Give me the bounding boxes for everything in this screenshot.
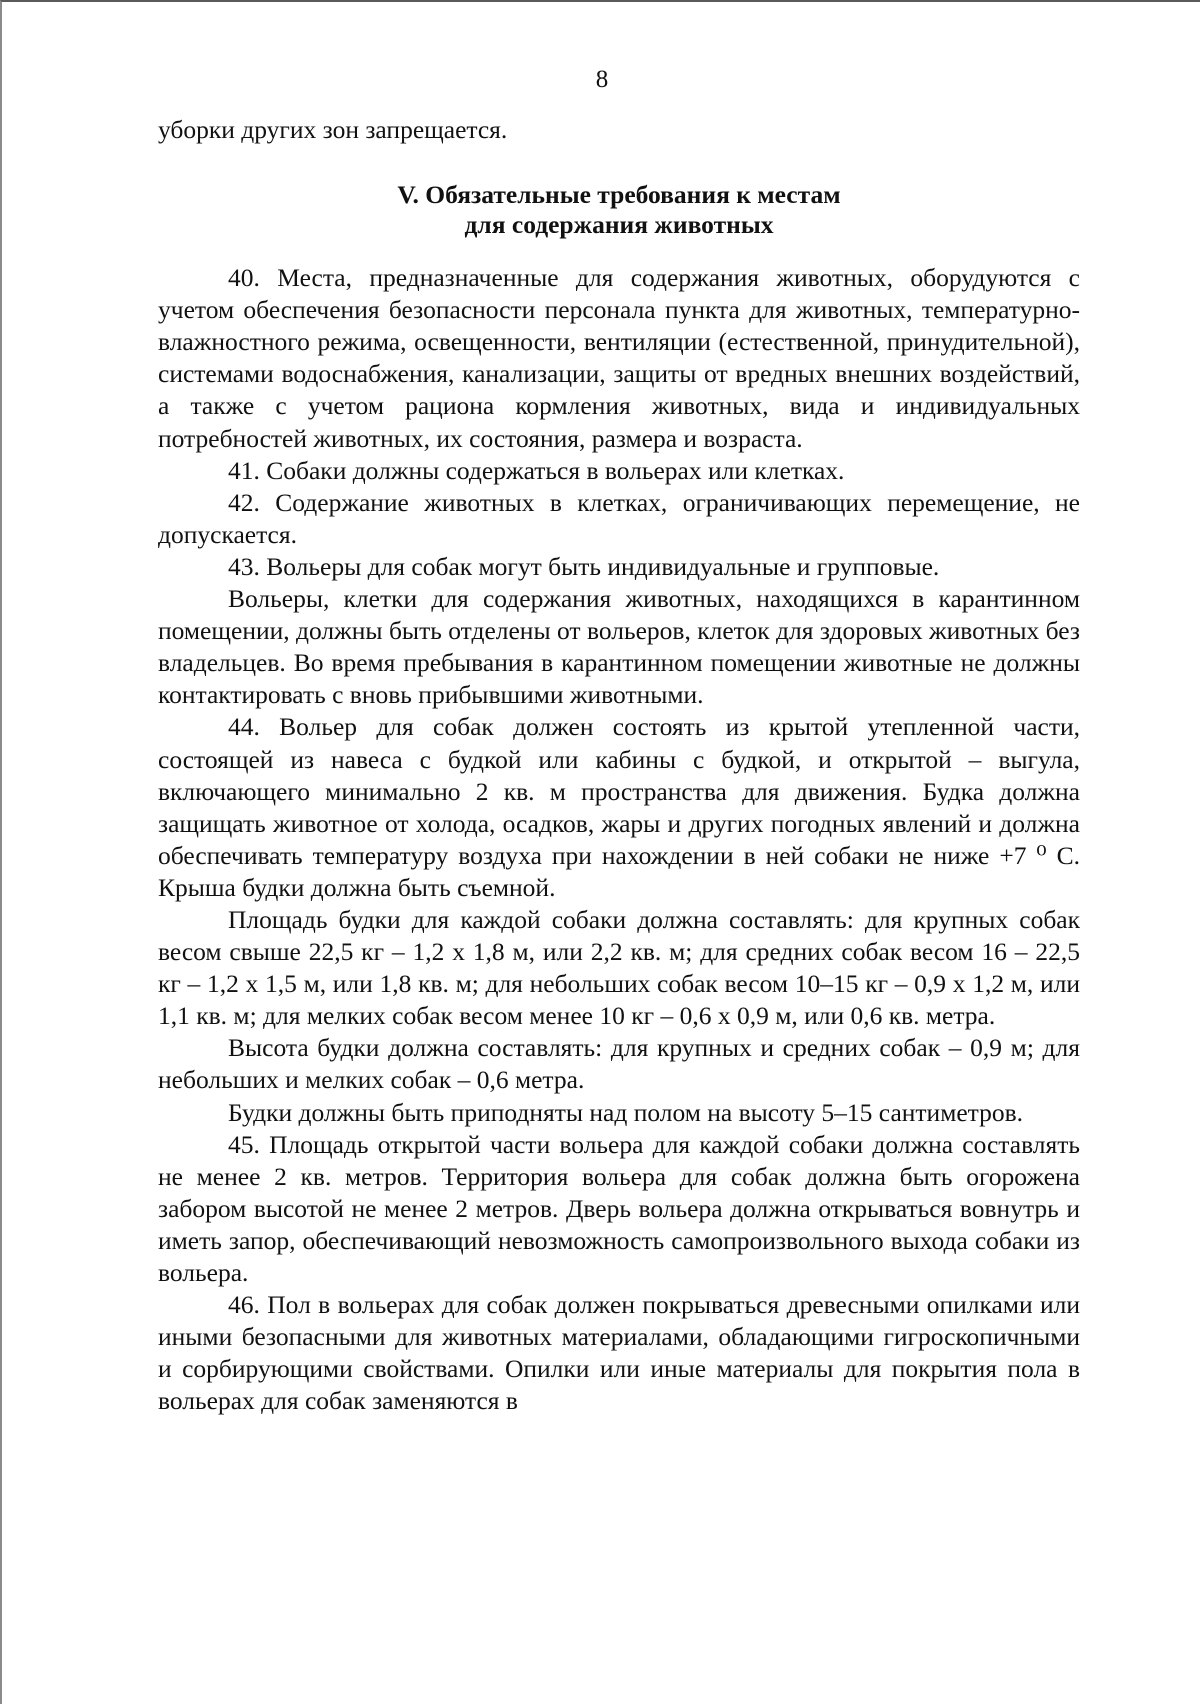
section-heading: [158, 180, 1080, 240]
paragraph-40: 40. Места, предназначенные для содержания животных, оборудуются с учетом обеспечения безопасности персонала пункта для животных, температурно-влажностного режима, освещенности, вентиляции (естественной, принудительной), системами водоснабжения, канализации, защиты от вредных внешних воздействий, а также с учетом рациона кормления животных, вида и индивидуальных потребностей животных, их состояния, размера и возраста.: [158, 263, 1080, 453]
page-number: 8: [595, 66, 609, 93]
paragraph-44-kennel-area: Площадь будки для каждой собаки должна составлять: для крупных собак весом свыше 22,5 кг – 1,2 х 1,8 м, или 2,2 кв. м; для средних собак весом 16 – 22,5 кг – 1,2 х 1,5 м, или 1,8 кв. м; для небольших собак весом 10–15 кг – 0,9 х 1,2 м, или 1,1 кв. м; для мелких собак весом менее 10 кг – 0,6 х 0,9 м, или 0,6 кв. метра.: [158, 904, 1080, 1031]
document-body: [158, 114, 1080, 1417]
paragraph-46: 46. Пол в вольерах для собак должен покрываться древесными опилками или иными безопасными для животных материалами, обладающими гигроскопичными и сорбирующими свойствами. Опилки или иные материалы для покрытия пола в вольерах для собак заменяются в: [158, 1290, 1080, 1416]
section-heading-line-1: V. Обязательные требования к местам: [397, 180, 841, 210]
section-heading-line-2: для содержания животных: [464, 210, 774, 240]
intro-line: уборки других зон запрещается.: [158, 115, 508, 144]
paragraph-44: 44. Вольер для собак должен состоять из крытой утепленной части, состоящей из навеса с будкой или кабины с будкой, и открытой – выгула, включающего минимально 2 кв. м пространства для движения. Будка должна защищать животное от холода, осадков, жары и других погодных явлений и должна обеспечивать температуру воздуха при нахождении в ней собаки не ниже +7 ⁰ С. Крыша будки должна быть съемной.: [158, 712, 1080, 902]
paragraph-43: 43. Вольеры для собак могут быть индивидуальные и групповые.: [228, 551, 940, 581]
paragraph-44-kennel-height: Высота будки должна составлять: для крупных и средних собак – 0,9 м; для небольших и мелких собак – 0,6 метра.: [158, 1033, 1080, 1095]
paragraph-45: 45. Площадь открытой части вольера для каждой собаки должна составлять не менее 2 кв. метров. Территория вольера для собак должна быть огорожена забором высотой не менее 2 метров. Дверь вольера должна открываться вовнутрь и иметь запор, обеспечивающий невозможность самопроизвольного выхода собаки из вольера.: [158, 1129, 1080, 1287]
paragraph-41: 41. Собаки должны содержаться в вольерах или клетках.: [228, 455, 845, 485]
paragraph-43-quarantine: Вольеры, клетки для содержания животных, находящихся в карантинном помещении, должны быть отделены от вольеров, клеток для здоровых животных без владельцев. Во время пребывания в карантинном помещении животные не должны контактировать с вновь прибывшими животными.: [158, 584, 1080, 710]
paragraph-42: 42. Содержание животных в клетках, ограничивающих перемещение, не допускается.: [158, 487, 1080, 549]
paragraph-44-kennel-raised: Будки должны быть приподняты над полом на высоту 5–15 сантиметров.: [228, 1097, 1024, 1127]
